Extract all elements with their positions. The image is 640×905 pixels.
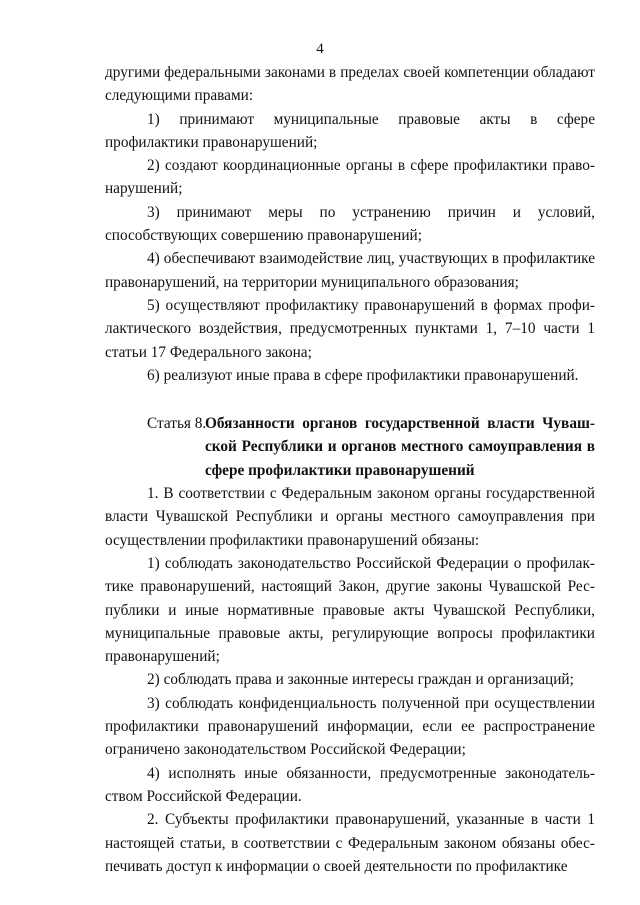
paragraph-continuation: другими федеральными законами в пределах своей компетенции обладают следующими правами:: [105, 64, 595, 105]
page-number: 4: [316, 41, 324, 57]
list-item-right-2: 2) создают координационные органы в сфере профилактики правонарушений;: [105, 157, 595, 198]
obligation-item-4: 4) исполнять иные обязанности, предусмотренные законодательством Российской Федерации.: [105, 764, 595, 805]
list-item-right-6: 6) реализуют иные права в сфере профилактики правонарушений.: [147, 366, 579, 384]
article-label: Статья 8.: [147, 415, 207, 433]
list-item-right-3: 3) принимают меры по устранению причин и условий, способствующих совершению правонарушений;: [105, 203, 595, 245]
section-spacer: [105, 387, 595, 412]
list-item-right-4: 4) обеспечивают взаимодействие лиц, участвующих в профилактике правонарушений, на территории муниципального образования;: [105, 250, 595, 291]
obligation-item-2: 2) соблюдать права и законные интересы граждан и организаций;: [147, 671, 574, 689]
article-part-1: 1. В соответствии с Федеральным законом органы государственной власти Чувашской Республики и органы местного самоуправления при осуществлении профилактики правонарушений обязаны:: [105, 485, 595, 549]
obligation-item-3: 3) соблюдать конфиденциальность полученной при осуществлении профилактики правонарушений информации, если ее распространение ограничено законодательством Российской Федерации;: [105, 694, 595, 759]
document-body: [105, 61, 595, 878]
article-heading: [105, 412, 595, 482]
article-part-2: 2. Субъекты профилактики правонарушений, указанные в части 1 настоящей статьи, в соответствии с Федеральным законом обязаны обеспечивать доступ к информации о своей деятельности по профилактике: [105, 811, 595, 875]
list-item-right-5: 5) осуществляют профилактику правонарушений в формах профилактического воздействия, предусмотренных пунктами 1, 7–10 части 1 статьи 17 Федерального закона;: [105, 296, 595, 361]
article-title: Обязанности органов государственной власти Чувашской Республики и органов местного самоуправления в сфере профилактики правонарушений: [205, 415, 595, 479]
obligation-item-1: 1) соблюдать законодательство Российской Федерации о профилактике правонарушений, настоящий Закон, другие законы Чувашской Республики и иные нормативные правовые акты Чувашской Республики, муниципальные правовые акты, регулирующие вопросы профилактики правонарушений;: [105, 554, 595, 666]
list-item-right-1: 1) принимают муниципальные правовые акты в сфере профилактики правонарушений;: [105, 110, 595, 151]
